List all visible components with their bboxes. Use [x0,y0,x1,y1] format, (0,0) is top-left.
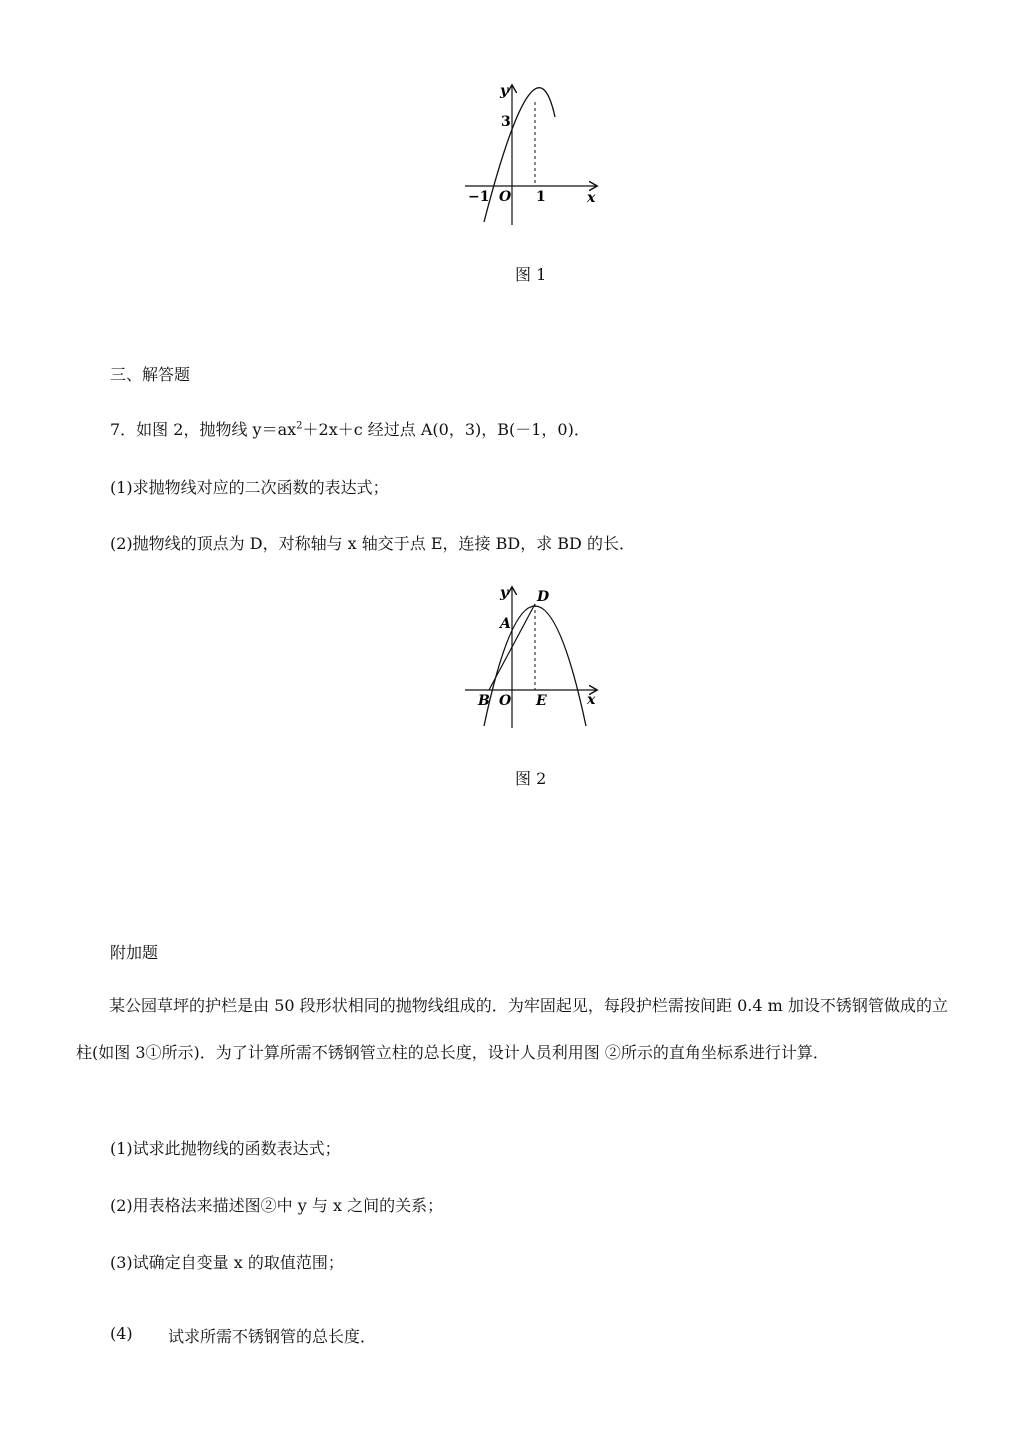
x-axis-label: x [587,190,596,206]
bonus-part-2: (2)用表格法来描述图②中 y 与 x 之间的关系； [110,1196,444,1215]
bonus-heading: 附加题 [110,943,159,962]
tick-minus-one: −1 [468,189,490,205]
problem-7-part-2: (2)抛物线的顶点为 D，对称轴与 x 轴交于点 E，连接 BD，求 BD 的长． [110,534,635,553]
origin-label: O [499,189,512,205]
point-a-label: A [500,616,511,632]
y-axis-label: y [500,83,509,99]
point-b-label: B [478,693,490,709]
problem-7-part-1: (1)求抛物线对应的二次函数的表达式； [110,478,389,497]
tick-one: 1 [536,189,546,205]
y-axis-label: y [500,585,509,601]
figure-2-caption: 图 2 [515,769,547,788]
problem-7-stem [110,417,590,440]
origin-label: O [499,693,512,709]
bonus-part-4-number: (4) [110,1324,133,1343]
bonus-part-3: (3)试确定自变量 x 的取值范围； [110,1253,344,1272]
problem-7-stem-suffix: ＋2x＋c 经过点 A(0，3)，B(－1，0)． [302,420,590,439]
bonus-paragraph: 某公园草坪的护栏是由 50 段形状相同的抛物线组成的．为牢固起见，每段护栏需按间距 0.4 m 加设不锈钢管做成的立柱(如图 3①所示)．为了计算所需不锈钢管立柱的总长度，设计人员利用图 ②所示的直角坐标系进行计算． [76,996,948,1062]
x-axis-label: x [587,692,596,708]
tick-three: 3 [501,114,511,130]
figure-1 [460,80,610,230]
problem-7-stem-sup: 2 [296,420,303,432]
bonus-part-4 [110,1324,510,1348]
bonus-part-4-text: 试求所需不锈钢管的总长度． [168,1327,377,1346]
point-d-label: D [537,589,550,605]
figure-2-graph [460,582,610,732]
figure-1-graph [460,80,610,230]
bonus-part-1: (1)试求此抛物线的函数表达式； [110,1139,341,1158]
figure-2 [460,582,610,732]
section-heading: 三、解答题 [110,365,191,384]
point-e-label: E [536,693,547,709]
problem-7-stem-prefix: 7．如图 2，抛物线 y＝ax [110,420,297,439]
figure-1-caption: 图 1 [515,265,547,284]
